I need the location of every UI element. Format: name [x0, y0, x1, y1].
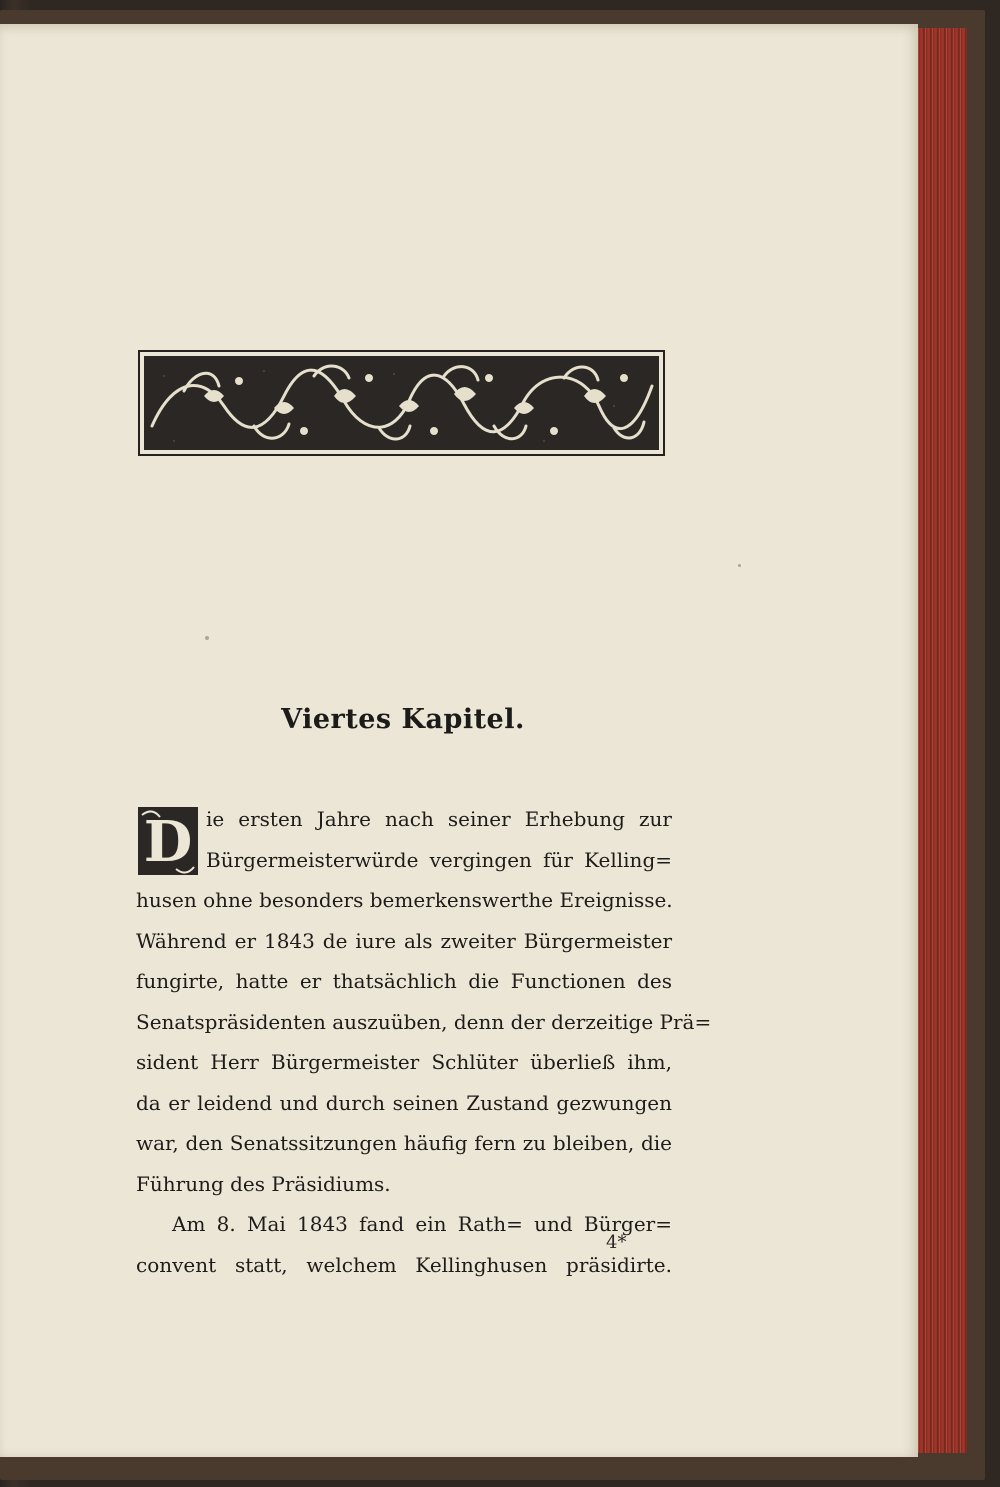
chapter-title: Viertes Kapitel. [281, 704, 525, 735]
svg-text:D: D [143, 809, 193, 875]
text-line: ie ersten Jahre nach seiner Erhebung zur [206, 807, 672, 831]
text-line: sident Herr Bürgermeister Schlüter überließ ihm, [136, 1050, 672, 1074]
text-line: Am 8. Mai 1843 fand ein Rath= und Bürger= [172, 1212, 672, 1236]
text-line: war, den Senatssitzungen häufig fern zu bleiben, die [136, 1131, 672, 1155]
drop-cap-initial [136, 803, 200, 879]
text-line: husen ohne besonders bemerkenswerthe Ereignisse. [136, 888, 673, 912]
ornamental-header-band [138, 350, 665, 456]
text-line: Führung des Präsidiums. [136, 1171, 391, 1196]
text-line: Senatspräsidenten auszuüben, denn der derzeitige Prä= [136, 1009, 712, 1034]
book-page [0, 24, 918, 1457]
text-line: convent statt, welchem Kellinghusen präsidirte. [136, 1252, 672, 1277]
body-text [136, 799, 712, 1285]
ink-speck [205, 636, 209, 640]
text-line: Während er 1843 de iure als zweiter Bürgermeister [136, 928, 672, 953]
vine-ornament-icon [144, 356, 659, 450]
decorated-initial-icon [136, 803, 200, 879]
signature-mark: 4* [606, 1232, 627, 1253]
ink-speck [738, 564, 741, 567]
text-line: fungirte, hatte er thatsächlich die Functionen des [136, 969, 672, 993]
text-line: Bürgermeisterwürde vergingen für Kelling= [206, 847, 672, 872]
text-line: da er leidend und durch seinen Zustand gezwungen [136, 1090, 672, 1115]
